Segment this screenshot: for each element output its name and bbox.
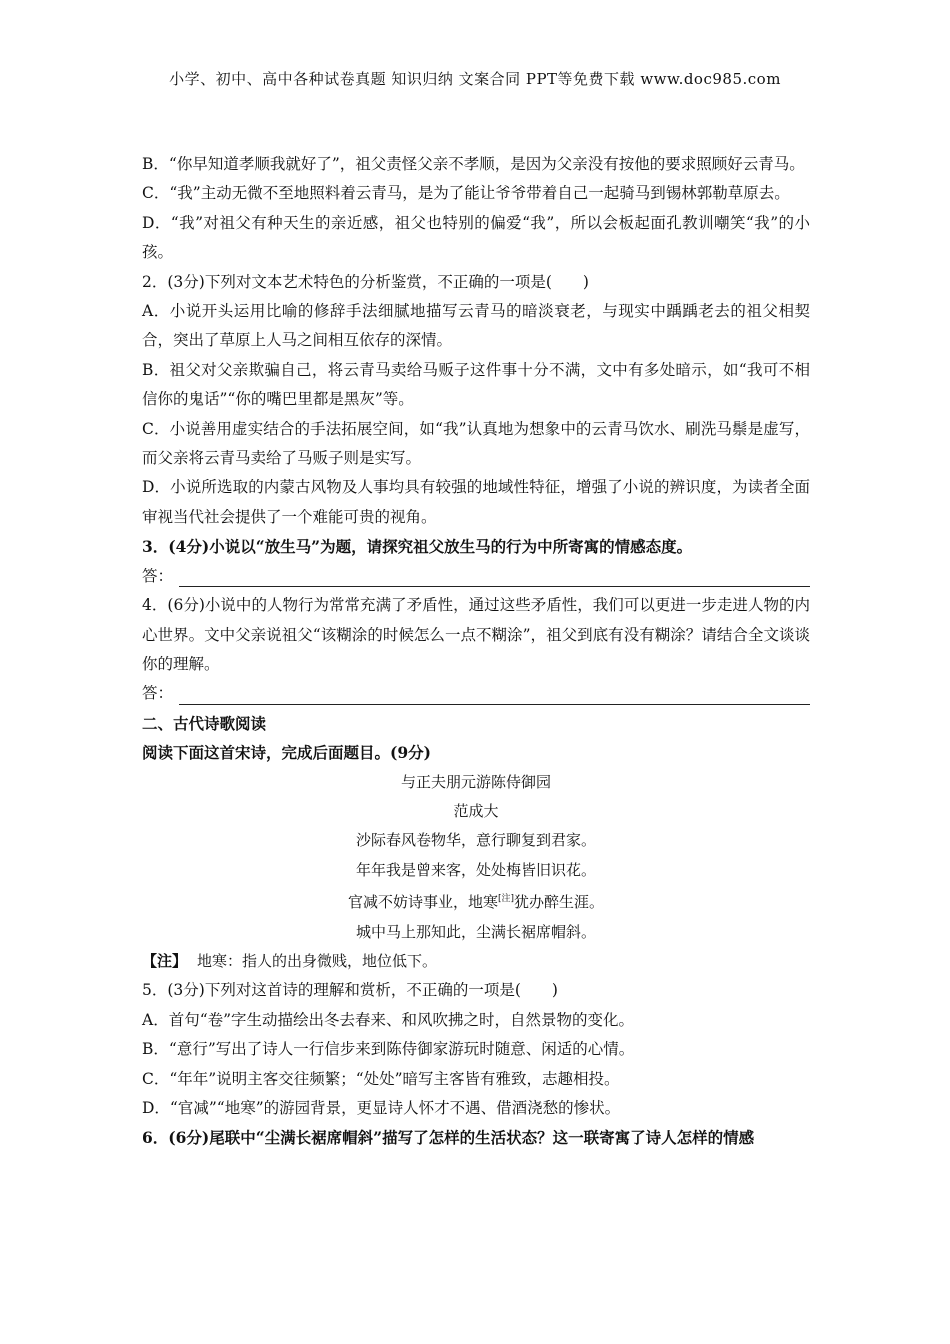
q5-option-c: C．“年年”说明主客交往频繁；“处处”暗写主客皆有雅致，志趣相投。 xyxy=(142,1069,620,1088)
section2-instruction: 阅读下面这首宋诗，完成后面题目。(9分) xyxy=(142,743,431,763)
poem-author: 范成大 xyxy=(453,801,499,820)
q5-stem: 5．(3分)下列对这首诗的理解和赏析，不正确的一项是( ) xyxy=(142,981,558,1000)
poem-line-2: 年年我是曾来客，处处梅皆旧识花。 xyxy=(355,860,596,879)
q4-stem: 4．(6分)小说中的人物行为常常充满了矛盾性，通过这些矛盾性，我们可以更进一步走进人物的内心世界。文中父亲说祖父“该糊涂的时候怎么一点不糊涂”，祖父到底有没有糊涂？请结合全文谈谈你的理解。 xyxy=(142,596,810,673)
poem-line-3-part-a: 官减不妨诗事业，地寒 xyxy=(347,893,498,912)
page-header: 小学、初中、高中各种试卷真题 知识归纳 文案合同 PPT等免费下载 www.doc985.com xyxy=(169,70,781,88)
q2-option-c: C．小说善用虚实结合的手法拓展空间，如“我”认真地为想象中的云青马饮水、刷洗马鬃是虚写，而父亲将云青马卖给了马贩子则是实写。 xyxy=(142,419,810,468)
q4-answer-line[interactable] xyxy=(179,684,810,705)
poem-note-marker: [注] xyxy=(497,894,515,905)
q2-stem: 2．(3分)下列对文本艺术特色的分析鉴赏，不正确的一项是( ) xyxy=(142,272,589,291)
poem-line-3-part-b: 犹办醉生涯。 xyxy=(514,893,605,912)
q1-option-c: C．“我”主动无微不至地照料着云青马，是为了能让爷爷带着自己一起骑马到锡林郭勒草原去。 xyxy=(142,184,790,203)
q6-stem: 6．(6分)尾联中“尘满长裾席帽斜”描写了怎样的生活状态？这一联寄寓了诗人怎样的情感 xyxy=(142,1128,755,1148)
q2-option-b: B．祖父对父亲欺骗自己，将云青马卖给马贩子这件事十分不满，文中有多处暗示，如“我可不相信你的鬼话”“你的嘴巴里都是黑灰”等。 xyxy=(142,360,810,409)
q2-option-a: A．小说开头运用比喻的修辞手法细腻地描写云青马的暗淡衰老，与现实中踽踽老去的祖父相契合，突出了草原上人马之间相互依存的深情。 xyxy=(142,302,810,350)
poem-note xyxy=(142,947,810,976)
q3-answer-label: 答： xyxy=(142,566,174,585)
poem-line-4: 城中马上那知此，尘满长裾席帽斜。 xyxy=(355,922,596,941)
section2-title: 二、古代诗歌阅读 xyxy=(142,713,267,733)
poem-line-3 xyxy=(142,885,810,917)
q3-answer-row[interactable] xyxy=(142,562,810,591)
q4-answer-label: 答： xyxy=(142,684,174,703)
q3-stem: 3．(4分)小说以“放生马”为题，请探究祖父放生马的行为中所寄寓的情感态度。 xyxy=(142,537,693,557)
poem-line-1: 沙际春风卷物华，意行聊复到君家。 xyxy=(355,831,596,850)
q4-answer-row[interactable] xyxy=(142,679,810,708)
q3-answer-line[interactable] xyxy=(179,566,810,587)
q1-option-b: B．“你早知道孝顺我就好了”，祖父责怪父亲不孝顺，是因为父亲没有按他的要求照顾好云青马。 xyxy=(142,155,805,173)
document-body xyxy=(142,150,810,1153)
q5-option-b: B．“意行”写出了诗人一行信步来到陈侍御家游玩时随意、闲适的心情。 xyxy=(142,1040,635,1059)
q1-option-d: D．“我”对祖父有种天生的亲近感，祖父也特别的偏爱“我”，所以会板起面孔教训嘲笑“我”的小孩。 xyxy=(142,213,810,262)
q5-option-a: A．首句“卷”字生动描绘出冬去春来、和风吹拂之时，自然景物的变化。 xyxy=(142,1010,635,1029)
note-tag: 【注】 xyxy=(142,951,188,970)
note-text: 地寒：指人的出身微贱，地位低下。 xyxy=(197,951,438,970)
poem-title: 与正夫朋元游陈侍御园 xyxy=(400,772,551,791)
q5-option-d: D．“官减”“地寒”的游园背景，更显诗人怀才不遇、借酒浇愁的惨状。 xyxy=(142,1099,621,1117)
q2-option-d: D．小说所选取的内蒙古风物及人事均具有较强的地域性特征，增强了小说的辨识度，为读者全面审视当代社会提供了一个难能可贵的视角。 xyxy=(142,478,810,526)
